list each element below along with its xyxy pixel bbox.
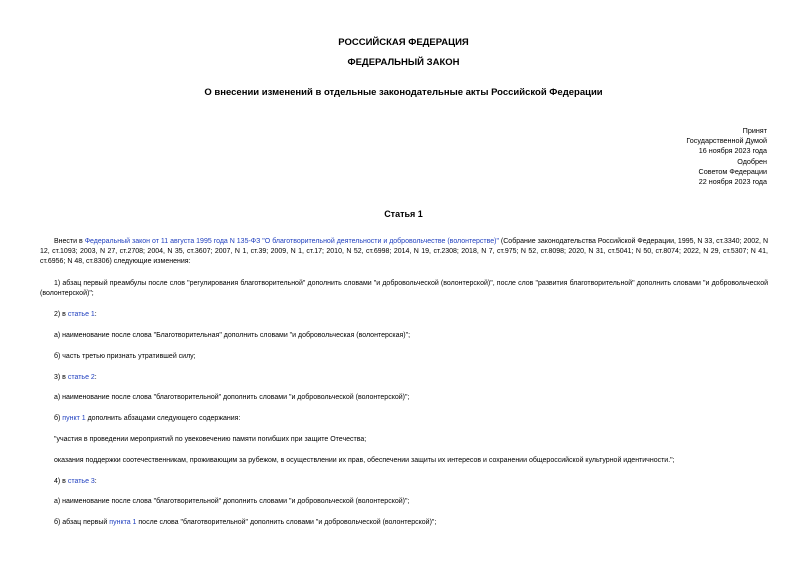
point-1-link[interactable]: пункт 1 [62, 415, 86, 422]
paragraph-item-4b [40, 518, 768, 528]
paragraph-item-4a [40, 497, 768, 507]
acceptance-line: Советом Федерации [698, 166, 767, 176]
point-1-link[interactable]: пункта 1 [109, 519, 137, 526]
paragraph-text: : [94, 478, 97, 485]
quote-line-1 [40, 435, 768, 445]
paragraph-text: 3) в [54, 374, 68, 381]
paragraph-text: "участия в проведении мероприятий по увековечению памяти погибших при защите Отечества; [54, 436, 367, 443]
article-2-link[interactable]: статье 2 [67, 374, 95, 381]
acceptance-block [467, 126, 767, 187]
acceptance-line: Одобрен [737, 156, 767, 166]
paragraph-text: (Собрание законодательства Российской Федерации, 1995, N 33, ст.3340; 2002, N 12, ст.1093; 2003, N 27, ст.2708; 2004, N 35, ст.3607; 2007, N 1, ст.39; 2009, N 1, ст.17; 2010, N 52, ст.6998; 2014, N 19, ст.2308; 2018, N 7, ст.975; N 52, ст.8098; 2020, N 31, ст.5041; N 50, ст.8074; 2022, N 29, ст.5307; N 41, ст.6956; N 48, ст.8306) следующие изменения: [40, 238, 768, 266]
paragraph-text: б) [54, 415, 63, 422]
acceptance-line: Принят [742, 126, 767, 135]
law-type-heading: ФЕДЕРАЛЬНЫЙ ЗАКОН [347, 57, 460, 68]
article-title: Статья 1 [384, 209, 423, 219]
paragraph-text: после слова "благотворительной" дополнить словами "и добровольческой (волонтерской)"; [136, 519, 437, 526]
paragraph-item-3 [40, 373, 768, 383]
paragraph-item-3b [40, 414, 768, 424]
paragraph-item-2 [40, 310, 768, 320]
article-1-link[interactable]: статье 1 [67, 311, 95, 318]
paragraph-text: а) наименование после слова "Благотворительная" дополнить словами "и добровольческая (волонтерская)"; [54, 332, 411, 339]
paragraph-text: оказания поддержки соотечественникам, проживающим за рубежом, в осуществлении их прав, обеспечении защиты их интересов и сохранении общероссийской культурной идентичности."; [54, 457, 675, 464]
paragraph-item-4 [40, 477, 768, 487]
paragraph-text: б) абзац первый [54, 519, 110, 526]
paragraph-text: Внести в [54, 238, 85, 245]
paragraph-text: 1) абзац первый преамбулы после слов "регулирования благотворительной" дополнить словами "и добровольческой (волонтерской)", после слов "развития благотворительной" дополнить словами "и добровольческой (волонтерской)"; [40, 280, 768, 298]
paragraph-text: дополнить абзацами следующего содержания: [85, 415, 241, 422]
paragraph-item-1 [40, 279, 768, 299]
country-heading: РОССИЙСКАЯ ФЕДЕРАЦИЯ [338, 37, 469, 48]
quote-line-2 [40, 456, 768, 466]
paragraph-text: : [94, 374, 97, 381]
acceptance-line: Государственной Думой [686, 136, 767, 146]
paragraph-item-2b [40, 352, 768, 362]
acceptance-line: 16 ноября 2023 года [698, 146, 767, 156]
paragraph-text: а) наименование после слова "благотворительной" дополнить словами "и добровольческой (волонтерской)"; [54, 394, 410, 401]
article-3-link[interactable]: статье 3 [67, 478, 95, 485]
paragraph-text: б) часть третью признать утратившей силу; [54, 353, 196, 360]
paragraph-text: 4) в [54, 478, 68, 485]
acceptance-line: 22 ноября 2023 года [698, 177, 767, 187]
paragraph-item-3a [40, 393, 768, 403]
law-reference-link[interactable]: Федеральный закон от 11 августа 1995 года N 135-ФЗ "О благотворительной деятельности и добровольчестве (волонтерстве)" [84, 238, 499, 245]
paragraph-item-2a [40, 331, 768, 341]
paragraph-text: : [94, 311, 97, 318]
paragraph-intro [40, 237, 768, 268]
paragraph-text: а) наименование после слова "благотворительной" дополнить словами "и добровольческой (волонтерской)"; [54, 498, 410, 505]
law-title: О внесении изменений в отдельные законодательные акты Российской Федерации [204, 87, 603, 98]
paragraph-text: 2) в [54, 311, 68, 318]
